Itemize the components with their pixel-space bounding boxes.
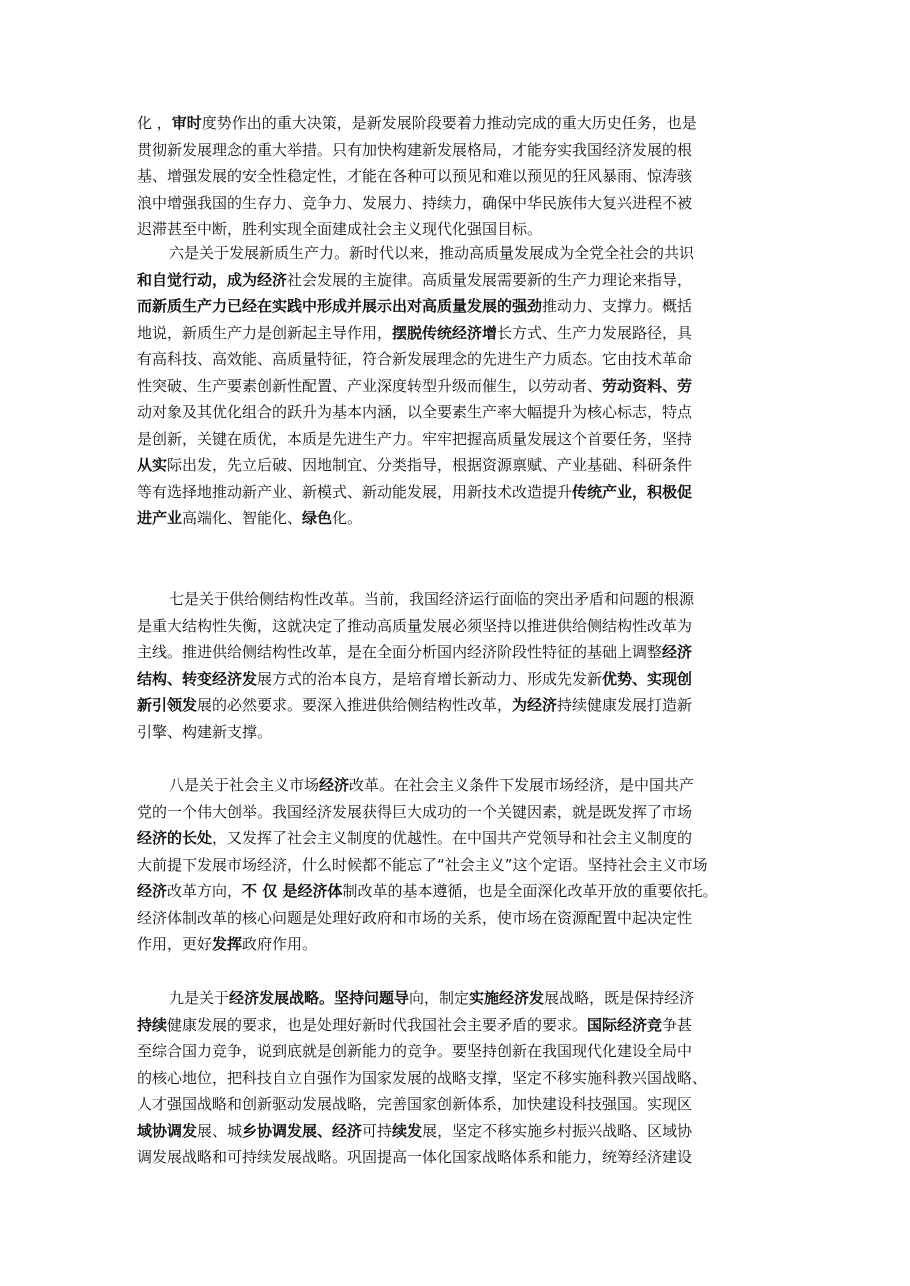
text-run: 展方式的治本良方，是培育增长新动力、形成先发新 xyxy=(257,669,603,688)
text-run: 至综合国力竞争，说到底就是创新能力的竞争。要坚持创新在我国现代化建设全局中 xyxy=(137,1042,693,1060)
bold-text-run: 为经济 xyxy=(512,696,558,714)
text-run: 化 ， xyxy=(137,114,172,132)
text-run: 基、增强发展的安全性稳定性，才能在各种可以预见和难以预见的狂风暴雨、惊涛骇 xyxy=(137,167,693,185)
text-line xyxy=(137,772,777,799)
text-run: 展、城 xyxy=(197,1121,243,1140)
bold-text-run: 实施经济发 xyxy=(469,989,545,1007)
text-line xyxy=(137,452,777,479)
bold-text-run: 和自觉行动，成为经济 xyxy=(137,270,288,289)
text-run: 作用，更好 xyxy=(137,935,213,953)
text-run: 等有选择地推动新产业、新模式、新动能发展，用新技术改造提升 xyxy=(137,482,573,501)
text-run: 调发展战略和可持续发展战略。巩固提高一体化国家战略体系和能力，统筹经济建设 xyxy=(137,1148,693,1166)
text-line xyxy=(137,825,777,852)
text-line xyxy=(137,293,777,320)
bold-text-run: 经济 xyxy=(319,776,350,794)
text-line xyxy=(137,267,777,294)
text-line xyxy=(137,346,777,373)
text-run: 六是关于发展新质生产力。新时代以来，推动高质量发展成为全党全社会的共识 xyxy=(169,244,695,262)
text-run: 持续健康发展打造新 xyxy=(557,696,693,714)
text-run: 是创新，关键在质优，本质是先进生产力。牢牢把握高质量发展这个首要任务，坚持 xyxy=(137,429,693,448)
text-line xyxy=(137,320,777,347)
text-run: 是重大结构性失衡，这就决定了推动高质量发展必须坚持以推进供给侧结构性改革为 xyxy=(137,616,693,635)
text-run: 健康发展的要求，也是处理好新时代我国社会主要矛盾的要求。 xyxy=(167,1015,588,1034)
text-line xyxy=(137,1038,777,1065)
text-run: 动对象及其优化组合的跃升为基本内涵，以全要素生产率大幅提升为核心标志，特点 xyxy=(137,403,693,421)
text-line xyxy=(137,137,777,164)
text-line xyxy=(137,852,777,879)
bold-text-run: 优势、实现创 xyxy=(602,669,693,688)
bold-text-run: 续发 xyxy=(392,1121,423,1140)
paragraph-2 xyxy=(137,240,777,532)
bold-text-run: 绿色 xyxy=(302,509,333,527)
text-run: 改革方向， xyxy=(167,882,243,900)
text-line xyxy=(137,639,777,666)
paragraph-1 xyxy=(137,110,777,243)
text-run: 性突破、生产要素创新性配置、产业深度转型升级而催生，以劳动者、 xyxy=(137,376,603,395)
text-run: 七是关于供给侧结构性改革。当前，我国经济运行面临的突出矛盾和问题的根源 xyxy=(169,590,695,608)
text-run: 大前提下发展市场经济，什么时候都不能忘了“社会主义”这个定语。坚持社会主义市场 xyxy=(137,855,708,874)
text-run: 推动力、支撑力。概括 xyxy=(542,297,693,315)
text-run: 度势作出的重大决策，是新发展阶段要着力推动完成的重大历史任务，也是 xyxy=(201,114,697,132)
text-run: ，又发挥了社会主义制度的优越性。在中国共产党领导和社会主义制度的 xyxy=(212,829,693,847)
bold-text-run: 摆脱传统经济增 xyxy=(392,323,498,342)
text-run: 迟滞甚至中断，胜利实现全面建成社会主义现代化强国目标。 xyxy=(137,220,543,238)
text-line xyxy=(137,373,777,400)
text-run: 际出发，先立后破、因地制宜、分类指导，根据资源禀赋、产业基础、科研条件 xyxy=(167,456,693,474)
text-line xyxy=(137,719,777,746)
text-run: 争甚 xyxy=(662,1015,693,1034)
text-line xyxy=(137,613,777,640)
text-run: 展，坚定不移实施乡村振兴战略、区域协 xyxy=(422,1121,693,1140)
text-line xyxy=(137,692,777,719)
text-run: 向，制定 xyxy=(409,989,470,1007)
text-run: 展战略，既是保持经济 xyxy=(544,989,695,1007)
text-run: 贯彻新发展理念的重大举措。只有加快构建新发展格局，才能夯实我国经济发展的根 xyxy=(137,140,693,159)
text-run: 经济体制改革的核心问题是处理好政府和市场的关系，使市场在资源配置中起决定性 xyxy=(137,908,693,927)
text-line xyxy=(137,878,777,905)
text-run: 高端化、智能化、 xyxy=(182,509,303,527)
text-run: 制改革的基本遵循，也是全面深化改革开放的重要依托。 xyxy=(342,882,718,900)
text-line xyxy=(137,1012,777,1039)
bold-text-run: 劳动资料、劳 xyxy=(602,376,693,395)
bold-text-run: 新引领发 xyxy=(137,696,198,714)
bold-text-run: 不 仅 是经济体 xyxy=(242,882,343,900)
text-run: 浪中增强我国的生存力、竞争力、发展力、持续力，确保中华民族伟大复兴进程不被 xyxy=(137,193,693,212)
text-line xyxy=(137,505,777,532)
text-line xyxy=(137,110,777,137)
bold-text-run: 审时 xyxy=(171,114,202,132)
text-line xyxy=(137,426,777,453)
bold-text-run: 而新质生产力已经在实践中形成并展示出对高质量发展的强劲 xyxy=(137,297,543,315)
text-line xyxy=(137,799,777,826)
bold-text-run: 域协调发 xyxy=(137,1121,198,1140)
text-run: 的核心地位，把科技自立自强作为国家发展的战略支撑，坚定不移实施科教兴国战略、 xyxy=(137,1068,708,1087)
bold-text-run: 经济 xyxy=(662,643,693,661)
bold-text-run: 经济的长处 xyxy=(137,829,213,847)
bold-text-run: 进产业 xyxy=(137,509,183,527)
text-line xyxy=(137,1118,777,1145)
text-run: 党的一个伟大创举。我国经济发展获得巨大成功的一个关键因素，就是既发挥了市场 xyxy=(137,802,693,821)
text-line xyxy=(137,163,777,190)
text-run: 八是关于社会主义市场 xyxy=(169,776,320,794)
text-run: 人才强国战略和创新驱动发展战略，完善国家创新体系，加快建设科技强国。实现区 xyxy=(137,1095,693,1113)
text-line xyxy=(137,931,777,958)
text-line xyxy=(137,1065,777,1092)
text-run: 改革。在社会主义条件下发展市场经济，是中国共产 xyxy=(349,776,695,794)
bold-text-run: 经济发展战略。坚持问题导 xyxy=(229,989,410,1007)
bold-text-run: 从实 xyxy=(137,456,168,474)
bold-text-run: 国际经济竞 xyxy=(587,1015,663,1034)
bold-text-run: 乡协调发展、经济 xyxy=(242,1121,363,1140)
bold-text-run: 持续 xyxy=(137,1015,168,1034)
text-run: 有高科技、高效能、高质量特征，符合新发展理念的先进生产力质态。它由技术革命 xyxy=(137,350,693,368)
text-run: 政府作用。 xyxy=(242,935,318,953)
text-run: 地说，新质生产力是创新起主导作用， xyxy=(137,323,393,342)
bold-text-run: 经济 xyxy=(137,882,168,900)
text-line xyxy=(137,1144,777,1171)
paragraph-3 xyxy=(137,586,777,745)
text-line xyxy=(137,905,777,932)
text-line xyxy=(137,586,777,613)
text-run: 长方式、生产力发展路径，具 xyxy=(497,323,693,342)
text-line xyxy=(137,190,777,217)
text-run: 化。 xyxy=(332,509,363,527)
text-line xyxy=(137,240,777,267)
text-line xyxy=(137,985,777,1012)
text-run: 引擎、构建新支撑。 xyxy=(137,722,273,741)
text-run: 可持 xyxy=(362,1121,393,1140)
bold-text-run: 传统产业，积极促 xyxy=(572,482,693,501)
text-line xyxy=(137,399,777,426)
text-run: 九是关于 xyxy=(169,989,230,1007)
paragraph-5 xyxy=(137,985,777,1171)
text-line xyxy=(137,479,777,506)
text-run: 展的必然要求。要深入推进供给侧结构性改革， xyxy=(197,696,513,714)
bold-text-run: 结构、转变经济发 xyxy=(137,669,258,688)
text-run: 社会发展的主旋律。高质量发展需要新的生产力理论来指导， xyxy=(287,270,693,289)
text-line xyxy=(137,666,777,693)
text-run: 主线。推进供给侧结构性改革，是在全面分析国内经济阶段性特征的基础上调整 xyxy=(137,643,663,661)
paragraph-4 xyxy=(137,772,777,958)
bold-text-run: 发挥 xyxy=(212,935,243,953)
text-line xyxy=(137,216,777,243)
text-line xyxy=(137,1091,777,1118)
